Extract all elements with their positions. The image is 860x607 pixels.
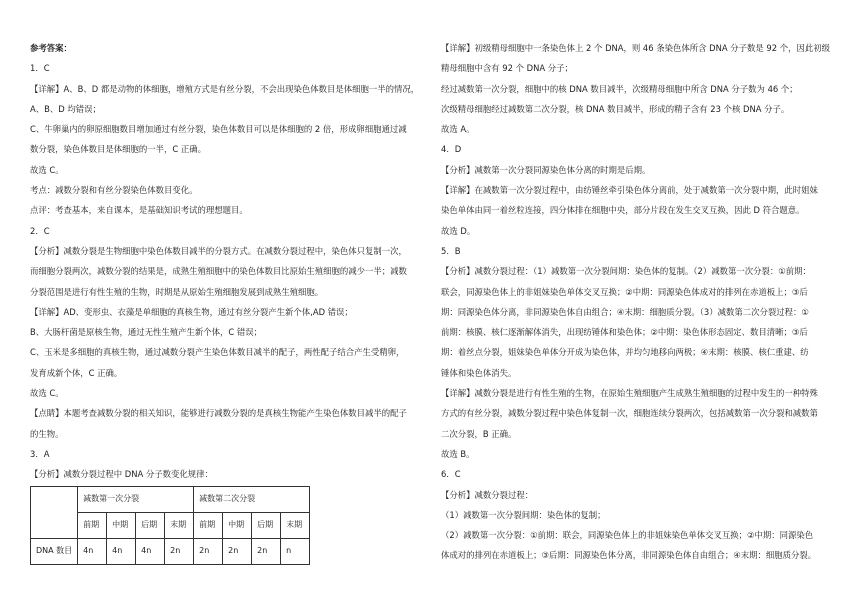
table-phase-cell: 中期: [107, 512, 136, 538]
right-text-line: 5．B: [441, 245, 461, 256]
dna-count-table: [30, 486, 310, 565]
right-text-line: 【分析】减数分裂过程：（1）减数第一次分裂间期：染色体的复制。（2）减数第一次分裂：①前期：: [441, 266, 811, 277]
right-text-line: 二次分裂，B 正确。: [441, 428, 517, 439]
left-text-line: B、大肠杆菌是原核生物，通过无性生殖产生新个体，C 错误；: [30, 327, 263, 338]
right-text-line: 经过减数第一次分裂，细胞中的核 DNA 数目减半，次级精母细胞中所含 DNA 分子数为 46 个；: [441, 83, 798, 94]
table-value-cell: 2n: [165, 538, 194, 564]
table-value-cell: 4n: [78, 538, 107, 564]
right-text-line: 期：同源染色体分离，非同源染色体自由组合；④末期：细胞质分裂。（3）减数第二次分裂过程：①: [441, 306, 809, 317]
left-text-line: 数分裂，染色体数目是体细胞的一半，C 正确。: [30, 144, 207, 155]
right-text-line: 体成对的排列在赤道板上；③后期：同源染色体分离，非同源染色体自由组合；④末期：细胞质分裂。: [441, 550, 817, 561]
right-text-line: （1）减数第一次分裂间期：染色体的复制；: [441, 509, 606, 520]
table-phase-cell: 末期: [281, 512, 310, 538]
table-row-label: DNA 数目: [31, 538, 78, 564]
table-row: [31, 538, 310, 564]
left-text-line: 而细胞分裂两次，减数分裂的结果是，成熟生殖细胞中的染色体数目比原始生殖细胞的减少一半；减数: [30, 266, 407, 277]
table-phase-cell: 后期: [252, 512, 281, 538]
left-text-line: 【分析】减数分裂是生物细胞中染色体数目减半的分裂方式。在减数分裂过程中，染色体只复制一次，: [30, 245, 407, 256]
right-text-line: 6．C: [441, 469, 461, 480]
table-phase-cell: 前期: [78, 512, 107, 538]
table-phase-cell: 末期: [165, 512, 194, 538]
table-group-header: 减数第二次分裂: [194, 486, 310, 512]
table-phase-cell: 中期: [223, 512, 252, 538]
left-text-line: 故选 C。: [30, 388, 64, 399]
right-text-line: 故选 B。: [441, 448, 475, 459]
right-text-line: 锤体和染色体消失。: [441, 367, 517, 378]
left-text-line: 考点：减数分裂和有丝分裂染色体数目变化。: [30, 185, 198, 196]
table-header-row: [31, 486, 310, 512]
right-text-line: 前期：核膜、核仁逐渐解体消失，出现纺锤体和染色体；②中期：染色体形态固定、数目清晰；③后: [441, 327, 808, 338]
left-text-line: 发育成新个体，C 正确。: [30, 367, 123, 378]
left-text-line: 3．A: [30, 448, 50, 459]
left-text-line: 点评：考查基本，来自课本，是基础知识考试的理想题目。: [30, 205, 248, 216]
right-column: [441, 38, 841, 566]
left-text-line: 【点睛】本题考查减数分裂的相关知识，能够进行减数分裂的是真核生物能产生染色体数目减半的配子: [30, 408, 407, 419]
table-value-cell: 4n: [136, 538, 165, 564]
right-text-line: 【详解】在减数第一次分裂过程中，由纺锤丝牵引染色体分离前，处于减数第一次分裂中期，此时姐妹: [441, 185, 818, 196]
right-text-line: 期：着丝点分裂，姐妹染色单体分开成为染色体，并均匀地移向两极；④末期：核膜、核仁重建、纺: [441, 347, 809, 358]
right-text-line: 【详解】减数分裂是进行有性生殖的生物，在原始生殖细胞产生成熟生殖细胞的过程中发生的一种特殊: [441, 388, 818, 399]
left-text-line: 故选 C。: [30, 164, 64, 175]
right-text-line: 故选 D。: [441, 225, 476, 236]
left-text-line: C、牛卵巢内的卵原细胞数目增加通过有丝分裂，染色体数目可以是体细胞的 2 倍，形成卵细胞通过减: [30, 124, 407, 135]
right-text-line: 次级精母细胞经过减数第二次分裂，核 DNA 数目减半，形成的精子含有 23 个核 DNA 分子。: [441, 103, 790, 114]
left-text-line: 分裂范围是进行有性生殖的生物，时期是从原始生殖细胞发展到成熟生殖细胞。: [30, 286, 324, 297]
left-text-line: 1．C: [30, 63, 50, 74]
table-value-cell: 2n: [223, 538, 252, 564]
left-text-line: 【分析】减数分裂过程中 DNA 分子数变化规律：: [30, 469, 213, 480]
table-value-cell: 2n: [194, 538, 223, 564]
left-text-line: A、B、D 均错误；: [30, 103, 101, 114]
left-text-line: 【详解】AD、变形虫、衣藻是单细胞的真核生物，通过有丝分裂产生新个体,AD 错误；: [30, 306, 353, 317]
right-text-line: （2）减数第一次分裂：①前期：联会，同源染色体上的非姐妹染色单体交叉互换；②中期：同源染色: [441, 530, 814, 541]
right-text-line: 【分析】减数第一次分裂同源染色体分离的时期是后期。: [441, 164, 651, 175]
right-text-line: 故选 A。: [441, 124, 475, 135]
right-text-line: 染色单体由同一着丝粒连接，四分体排在细胞中央，部分片段在发生交叉互换，因此 D 符合题意。: [441, 205, 805, 216]
left-text-line: 参考答案：: [30, 43, 72, 53]
right-text-line: 【分析】减数分裂过程：: [441, 489, 534, 500]
right-text-line: 4．D: [441, 144, 462, 155]
left-text-line: 的生物。: [30, 428, 64, 439]
table-value-cell: 2n: [252, 538, 281, 564]
left-text-line: 2．C: [30, 225, 50, 236]
table-phase-cell: 后期: [136, 512, 165, 538]
left-text-line: 【详解】A、B、D 都是动物的体细胞，增殖方式是有丝分裂，不会出现染色体数目是体细胞一半的情况，: [30, 83, 420, 94]
right-text-line: 方式的有丝分裂，减数分裂过程中染色体复制一次，细胞连续分裂两次，包括减数第一次分裂和减数第: [441, 408, 818, 419]
table-corner-cell: [31, 486, 78, 538]
left-text-line: C、玉米是多细胞的真核生物，通过减数分裂产生染色体数目减半的配子，两性配子结合产生受精卵，: [30, 347, 405, 358]
left-column: [30, 38, 424, 565]
table-group-header: 减数第一次分裂: [78, 486, 194, 512]
table-value-cell: n: [281, 538, 310, 564]
right-text-line: 精母细胞中含有 92 个 DNA 分子；: [441, 63, 573, 74]
table-value-cell: 4n: [107, 538, 136, 564]
right-text-line: 【详解】初级精母细胞中一条染色体上 2 个 DNA，则 46 条染色体所含 DNA 分子数是 92 个，因此初级: [441, 43, 830, 53]
right-text-line: 联会，同源染色体上的非姐妹染色单体交叉互换；②中期：同源染色体成对的排列在赤道板上；③后: [441, 286, 808, 297]
table-phase-cell: 前期: [194, 512, 223, 538]
